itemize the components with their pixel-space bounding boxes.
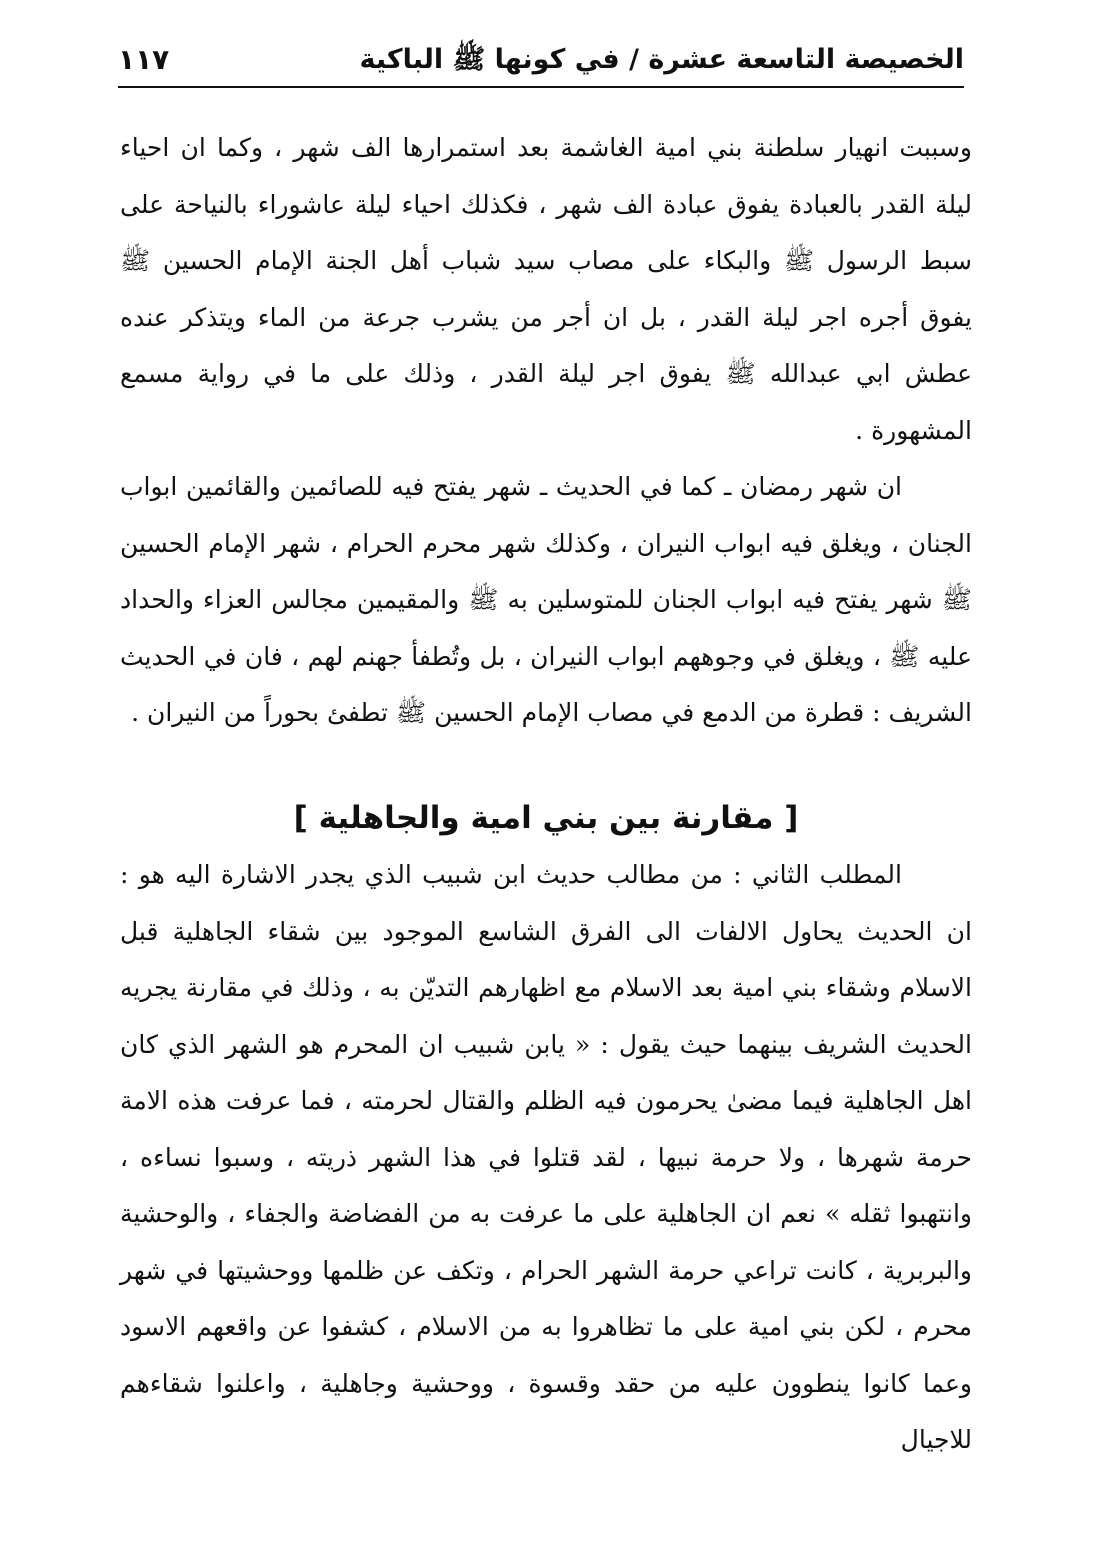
running-title: الخصيصة التاسعة عشرة / في كونها ﷺ الباكية (359, 44, 964, 75)
paragraph-second-matter: المطلب الثاني : من مطالب حديث ابن شبيب الذي يجدر الاشارة اليه هو : ان الحديث يحاول الالفات الى الفرق الشاسع الموجود بين شقاء الجاهلية قبل الاسلام وشقاء بني امية بعد الاسلام مع اظهارهم التديّن به ، وذلك في مقارنة يجريه الحديث الشريف بينهما حيث يقول : « يابن شبيب ان المحرم هو الشهر الذي كان اهل الجاهلية فيما مضىٰ يحرمون فيه الظلم والقتال لحرمته ، فما عرفت هذه الامة حرمة شهرها ، ولا حرمة نبيها ، لقد قتلوا في هذا الشهر ذريته ، وسبوا نساءه ، وانتهبوا ثقله » نعم ان الجاهلية على ما عرفت به من الفضاضة والجفاء ، والوحشية والبربرية ، كانت تراعي حرمة الشهر الحرام ، وتكف عن ظلمها ووحشيتها في شهر محرم ، لكن بني امية على ما تظاهروا به من الاسلام ، كشفوا عن واقعهم الاسود وعما كانوا ينطوون عليه من حقد وقسوة ، ووحشية وجاهلية ، واعلنوا شقاءهم للاجيال (120, 860, 972, 1454)
section-heading: [ مقارنة بين بني امية والجاهلية ] (293, 800, 799, 836)
paragraph-ramadan-muharram: ان شهر رمضان ـ كما في الحديث ـ شهر يفتح فيه للصائمين والقائمين ابواب الجنان ، ويغلق فيه ابواب النيران ، وكذلك شهر محرم الحرام ، شهر الإمام الحسين ﷺ شهر يفتح فيه ابواب الجنان للمتوسلين به ﷺ والمقيمين مجالس العزاء والحداد عليه ﷺ ، ويغلق في وجوههم ابواب النيران ، بل وتُطفأ جهنم لهم ، فان في الحديث الشريف : قطرة من الدمع في مصاب الإمام الحسين ﷺ تطفئ بحوراً من النيران . (120, 472, 972, 727)
page-number: ١١٧ (118, 43, 170, 76)
body-text-top (120, 120, 972, 742)
header-rule (118, 86, 964, 88)
paragraph-laylat-al-qadr: وسببت انهيار سلطنة بني امية الغاشمة بعد استمرارها الف شهر ، وكما ان احياء ليلة القدر بالعبادة يفوق عبادة الف شهر ، فكذلك احياء ليلة عاشوراء بالنياحة على سبط الرسول ﷺ والبكاء على مصاب سيد شباب أهل الجنة الإمام الحسين ﷺ يفوق أجره اجر ليلة القدر ، بل ان أجر من يشرب جرعة من الماء ويتذكر عنده عطش ابي عبدالله ﷺ يفوق اجر ليلة القدر ، وذلك على ما في رواية مسمع المشهورة . (120, 133, 972, 445)
body-text-section (120, 847, 972, 1469)
page-header (118, 38, 964, 82)
